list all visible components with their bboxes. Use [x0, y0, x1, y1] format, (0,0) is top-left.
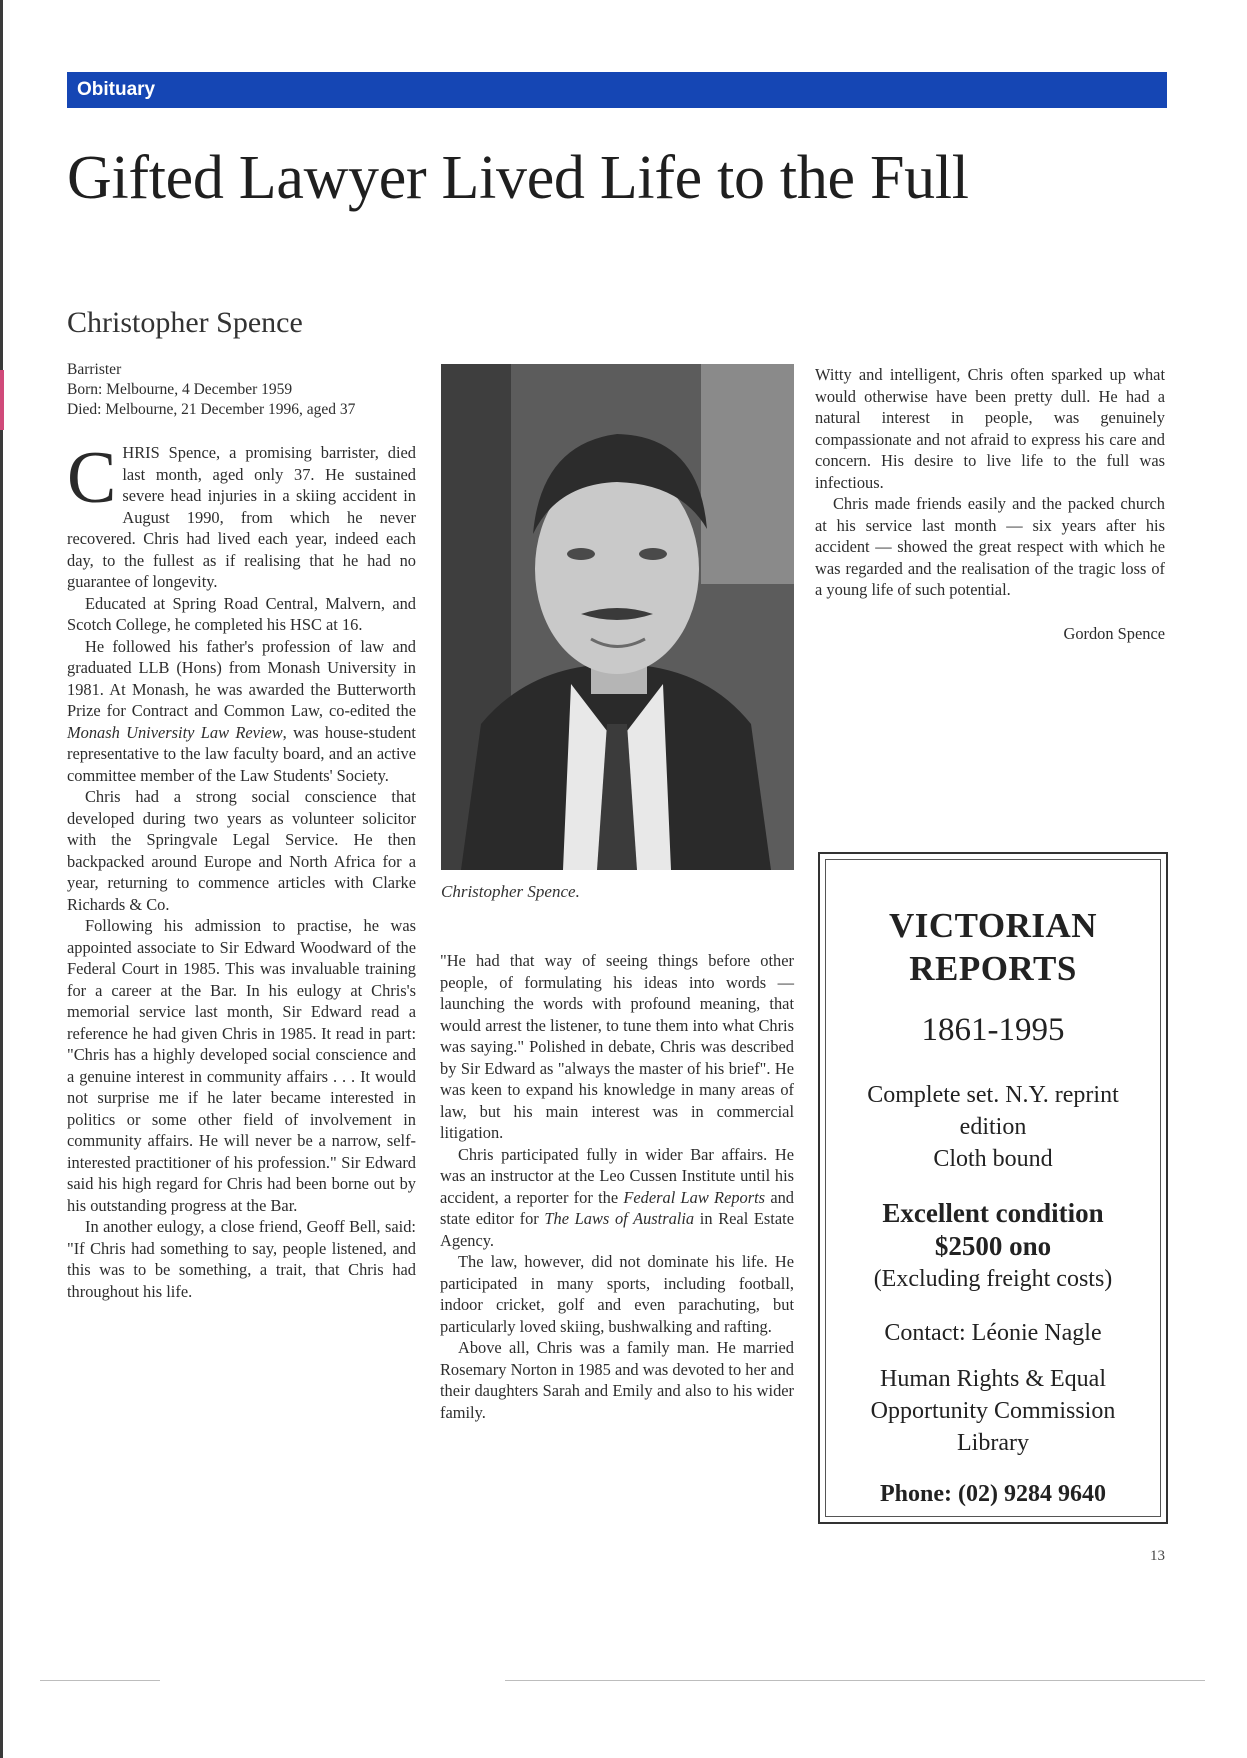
paragraph: Witty and intelligent, Chris often sparked up what would otherwise have been pretty dull. He had a natural interest in people, was genuinely compassionate and not afraid to express his care and concern. His desire to live life to the full was infectious. [815, 365, 1165, 492]
paragraph: Chris had a strong social conscience that developed during two years as volunteer solicitor with the Springvale Legal Service. He then backpacked around Europe and North Africa for a year, returning to commence articles with Clarke Richards & Co. [67, 787, 416, 914]
paragraph: In another eulogy, a close friend, Geoff Bell, said: "If Chris had something to say, people listened, and this was to be something, a trait, that Chris had throughout his life. [67, 1217, 416, 1301]
article-column-2 [440, 950, 794, 1423]
paragraph-text: He followed his father's profession of law and graduated LLB (Hons) from Monash University in 1981. At Monash, he was awarded the Butterworth Prize for Contract and Common Law, co-edited the [67, 636, 416, 720]
ad-price: $2500 ono [934, 1231, 1052, 1261]
footer-rule [505, 1680, 1205, 1681]
obituary-details [67, 360, 416, 420]
subject-role: Barrister [67, 361, 122, 378]
paragraph: Above all, Chris was a family man. He married Rosemary Norton in 1985 and was devoted to her and their daughters Sarah and Emily and also to his wider family. [440, 1338, 794, 1422]
ad-description-line: Complete set. N.Y. reprint [867, 1082, 1119, 1108]
ad-freight-note: (Excluding freight costs) [873, 1266, 1113, 1292]
section-banner [67, 72, 1167, 108]
subject-died: Died: Melbourne, 21 December 1996, aged 37 [67, 401, 356, 418]
ad-description [826, 1079, 1160, 1175]
article-column-1 [67, 360, 416, 1302]
ad-title-line: REPORTS [909, 949, 1077, 988]
paragraph-text: and state editor for [440, 1187, 795, 1228]
ad-organisation-line: Opportunity Commission [870, 1398, 1116, 1424]
paragraph [67, 437, 416, 593]
advertisement-inner [825, 859, 1161, 1517]
advertisement-box [818, 852, 1168, 1524]
paragraph: Following his admission to practise, he was appointed associate to Sir Edward Woodward of the Federal Court in 1985. This was invaluable training for a career at the Bar. In his eulogy at Chris's memorial service last month, Sir Edward read a reference he had given Chris in 1985. It read in part: "Chris has a highly developed social conscience and a genuine interest in community affairs . . . It would not surprise me if he later became interested in politics or some other field of involvement in community affairs. He will never be a narrow, self-interested practitioner of his profession." Sir Edward said his high regard for Chris had been borne out by his outstanding progress at the Bar. [67, 916, 416, 1215]
publication-title: Monash University Law Review [67, 722, 283, 742]
paragraph-text: in Real Estate Agency. [440, 1209, 794, 1250]
footer-rule [40, 1680, 160, 1681]
article-headline: Gifted Lawyer Lived Life to the Full [67, 144, 969, 212]
ad-title [826, 904, 1160, 990]
ad-phone: Phone: (02) 9284 9640 [880, 1481, 1106, 1507]
paragraph [67, 636, 416, 787]
ad-contact: Contact: Léonie Nagle [884, 1320, 1102, 1346]
paragraph: Educated at Spring Road Central, Malvern, and Scotch College, he completed his HSC at 16. [67, 593, 416, 634]
publication-title: Federal Law Reports [623, 1187, 766, 1207]
page-edge-mark [0, 370, 4, 430]
photo-caption: Christopher Spence. [441, 882, 580, 901]
article-subject: Christopher Spence [67, 306, 303, 339]
article-column-3 [815, 364, 1165, 644]
publication-title: The Laws of Australia [544, 1209, 695, 1228]
author-signoff: Gordon Spence [1063, 623, 1165, 643]
ad-condition [826, 1197, 1160, 1263]
portrait-illustration [441, 364, 794, 870]
paragraph: The law, however, did not dominate his life. He participated in many sports, including football, indoor cricket, golf and even parachuting, but particularly loved skiing, bushwalking and rafting. [440, 1252, 794, 1336]
ad-description-line: Cloth bound [933, 1146, 1053, 1172]
ad-title-line: VICTORIAN [888, 906, 1098, 945]
paragraph [440, 1144, 794, 1252]
ad-description-line: edition [959, 1114, 1027, 1140]
portrait-photo [441, 364, 794, 870]
section-label: Obituary [77, 79, 156, 100]
subject-born: Born: Melbourne, 4 December 1959 [67, 381, 293, 398]
ad-organisation [826, 1363, 1160, 1459]
page-number: 13 [1150, 1548, 1165, 1564]
ad-organisation-line: Human Rights & Equal [880, 1366, 1106, 1392]
page-binding-edge [0, 0, 3, 1758]
drop-cap: C [67, 437, 117, 519]
paragraph: Chris made friends easily and the packed church at his service last month — six years after his accident — showed the great respect with which he was regarded and the realisation of the tragic loss of a young life of such potential. [815, 494, 1165, 599]
ad-condition-text: Excellent condition [882, 1198, 1104, 1228]
paragraph-text: HRIS Spence, a promising barrister, died last month, aged only 37. He sustained severe head injuries in a skiing accident in August 1990, from which he never recovered. Chris had lived each year, indeed each day, to the fullest as if realising that he had no guarantee of longevity. [67, 443, 416, 591]
ad-years: 1861-1995 [921, 1012, 1065, 1048]
paragraph: "He had that way of seeing things before other people, of formulating his ideas into words — launching the words with profound meaning, that would arrest the listener, to tune them into what Chris was saying." Polished in debate, Chris was described by Sir Edward as "always the master of his brief". He was keen to expand his knowledge in many areas of law, but his main interest was in commercial litigation. [440, 951, 794, 1142]
paragraph-text: Chris participated fully in wider Bar affairs. He was an instructor at the Leo Cussen Institute until his accident, a reporter for the [440, 1144, 794, 1207]
ad-organisation-line: Library [957, 1430, 1029, 1456]
paragraph-text: , was house-student representative to the law faculty board, and an active committee member of the Law Students' Society. [67, 722, 416, 785]
